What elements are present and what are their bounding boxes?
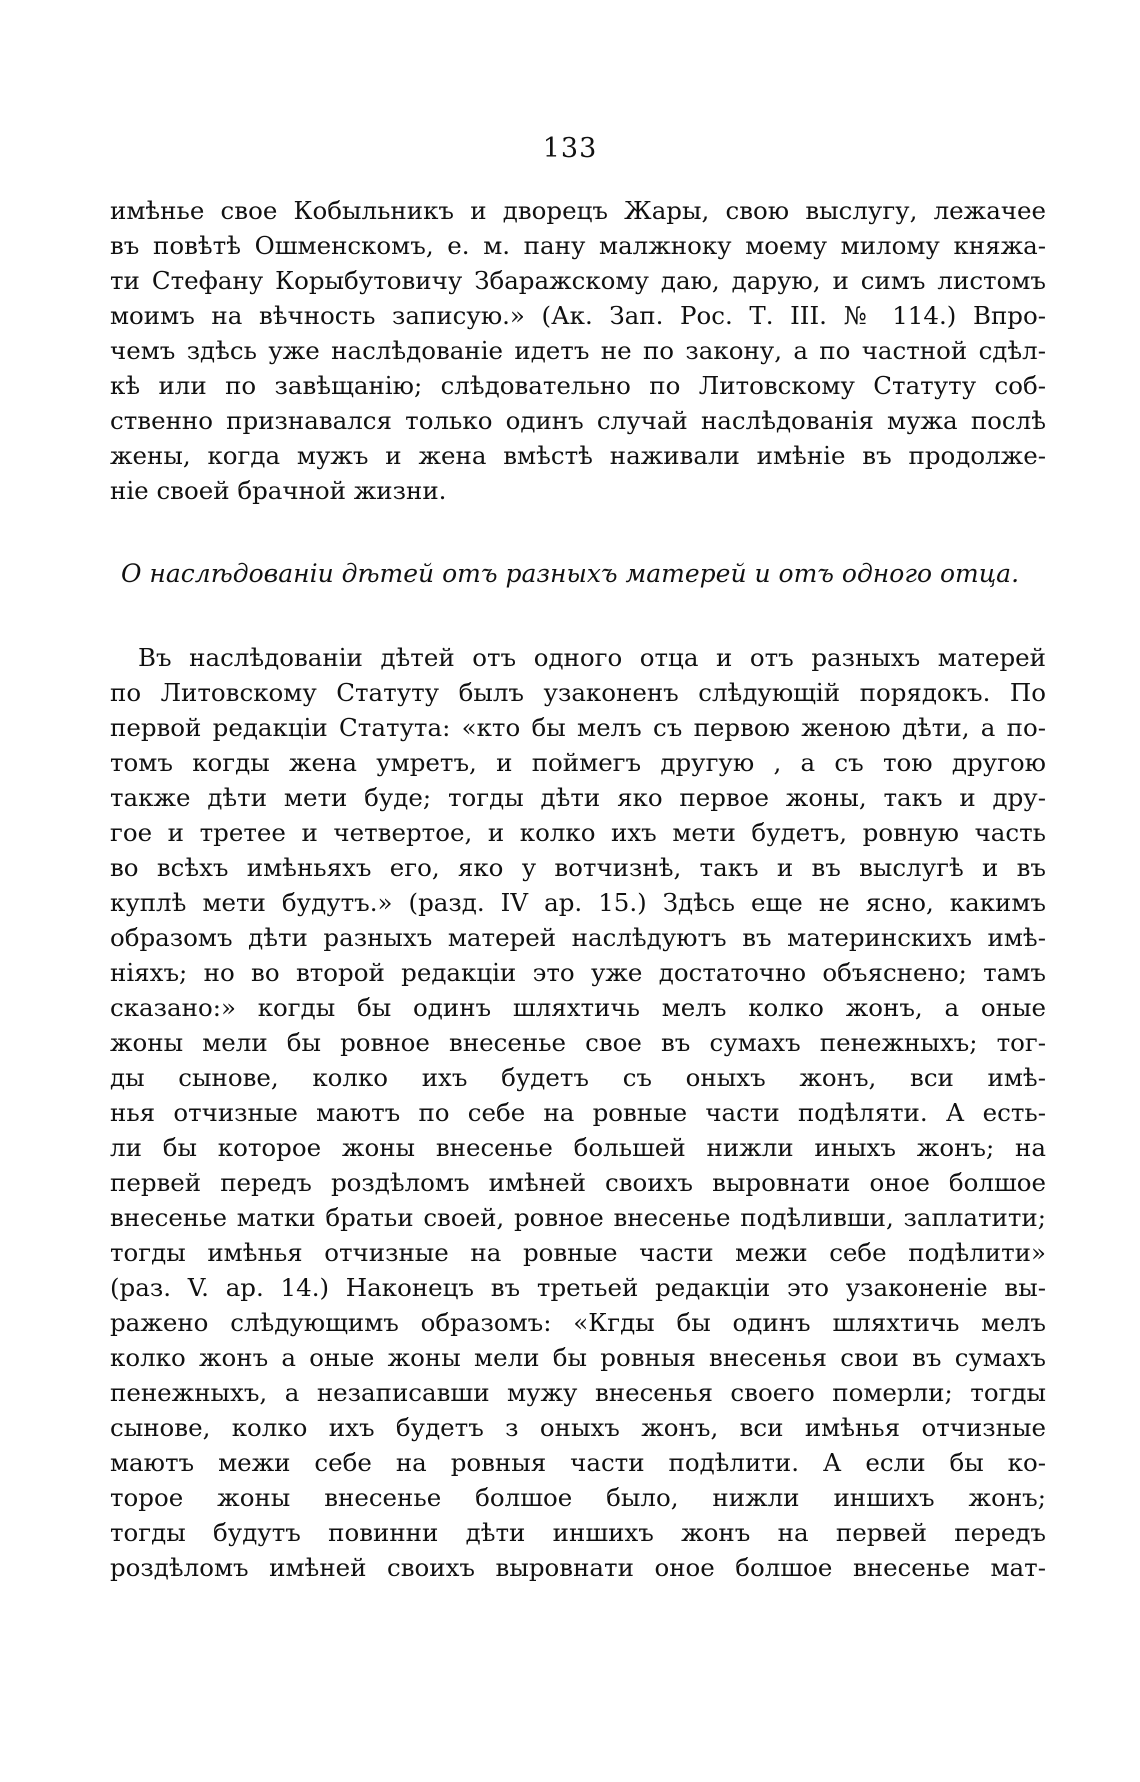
text-line: тогды будутъ повинни дѣти иншихъ жонъ на первей передъ bbox=[110, 1518, 1046, 1547]
text-line: Въ наслѣдованіи дѣтей отъ одного отца и отъ разныхъ матерей bbox=[138, 643, 1046, 672]
text-line: во всѣхъ имѣньяхъ его, яко у вотчизнѣ, такъ и въ выслугѣ и въ bbox=[110, 853, 1046, 882]
text-line: моимъ на вѣчность записую.» (Ак. Зап. Рос. Т. III. № 114.) Впро- bbox=[110, 301, 1046, 330]
text-line: ніе своей брачной жизни. bbox=[110, 476, 447, 505]
text-line: ственно признавался только одинъ случай наслѣдованія мужа послѣ bbox=[110, 406, 1046, 435]
text-line: ражено слѣдующимъ образомъ: «Кгды бы одинъ шляхтичь мелъ bbox=[110, 1308, 1046, 1337]
paragraph-continued bbox=[110, 193, 1046, 508]
text-line: сказано:» когды бы одинъ шляхтичь мелъ колко жонъ, а оные bbox=[110, 993, 1046, 1022]
text-line: имѣнье свое Кобыльникъ и дворецъ Жары, свою выслугу, лежачее bbox=[110, 196, 1046, 225]
text-line: кѣ или по завѣщанію; слѣдовательно по Литовскому Статуту соб- bbox=[110, 371, 1046, 400]
text-line: сынове, колко ихъ будетъ з оныхъ жонъ, вси имѣнья отчизные bbox=[110, 1413, 1046, 1442]
text-line: образомъ дѣти разныхъ матерей наслѣдуютъ въ материнскихъ имѣ- bbox=[110, 923, 1046, 952]
paragraph-inheritance bbox=[110, 640, 1046, 1585]
text-line: гое и третее и четвертое, и колко ихъ мети будетъ, ровную часть bbox=[110, 818, 1046, 847]
text-line: ды сынове, колко ихъ будетъ съ оныхъ жонъ, вси имѣ- bbox=[110, 1063, 1046, 1092]
text-line: нья отчизные маютъ по себе на ровные части подѣляти. А есть- bbox=[110, 1098, 1046, 1127]
text-line: пенежныхъ, а незаписавши мужу внесенья своего померли; тогды bbox=[110, 1378, 1046, 1407]
text-line: также дѣти мети буде; тогды дѣти яко первое жоны, такъ и дру- bbox=[110, 783, 1046, 812]
text-line: по Литовскому Статуту былъ узаконенъ слѣдующій порядокъ. По bbox=[110, 678, 1046, 707]
text-line: внесенье матки братьи своей, ровное внесенье подѣливши, заплатити; bbox=[110, 1203, 1046, 1232]
text-line: жены, когда мужъ и жена вмѣстѣ наживали имѣніе въ продолже- bbox=[110, 441, 1046, 470]
text-line: томъ когды жена умретъ, и поймегъ другую , а съ тою другою bbox=[110, 748, 1046, 777]
text-line: тогды имѣнья отчизные на ровные части межи себе подѣлити» bbox=[110, 1238, 1046, 1267]
text-line: жоны мели бы ровное внесенье свое въ сумахъ пенежныхъ; тог- bbox=[110, 1028, 1046, 1057]
text-line: куплѣ мети будутъ.» (разд. IV ар. 15.) Здѣсь еще не ясно, какимъ bbox=[110, 888, 1046, 917]
text-line: (раз. V. ар. 14.) Наконецъ въ третьей редакціи это узаконеніе вы- bbox=[110, 1273, 1046, 1302]
text-line: чемъ здѣсь уже наслѣдованіе идетъ не по закону, а по частной сдѣл- bbox=[110, 336, 1046, 365]
text-line: первей передъ роздѣломъ имѣней своихъ выровнати оное болшое bbox=[110, 1168, 1046, 1197]
text-line: колко жонъ а оные жоны мели бы ровныя внесенья свои въ сумахъ bbox=[110, 1343, 1046, 1372]
text-line: первой редакціи Статута: «кто бы мелъ съ первою женою дѣти, а по- bbox=[110, 713, 1046, 742]
text-line: ніяхъ; но во второй редакціи это уже достаточно объяснено; тамъ bbox=[110, 958, 1046, 987]
text-line: роздѣломъ имѣней своихъ выровнати оное болшое внесенье мат- bbox=[110, 1553, 1046, 1582]
text-line: ти Стефану Корыбутовичу Збаражскому даю, дарую, и симъ листомъ bbox=[110, 266, 1046, 295]
text-line: ли бы которое жоны внесенье большей нижли иныхъ жонъ; на bbox=[110, 1133, 1046, 1162]
text-line: торое жоны внесенье болшое было, нижли иншихъ жонъ; bbox=[110, 1483, 1046, 1512]
text-line: маютъ межи себе на ровныя части подѣлити. А если бы ко- bbox=[110, 1448, 1046, 1477]
section-heading: О наслѣдованіи дѣтей отъ разныхъ матерей и отъ одного отца. bbox=[120, 559, 1020, 588]
text-line: въ повѣтѣ Ошменскомъ, е. м. пану малжноку моему милому княжа- bbox=[110, 231, 1046, 260]
page-number: 133 bbox=[542, 133, 598, 164]
